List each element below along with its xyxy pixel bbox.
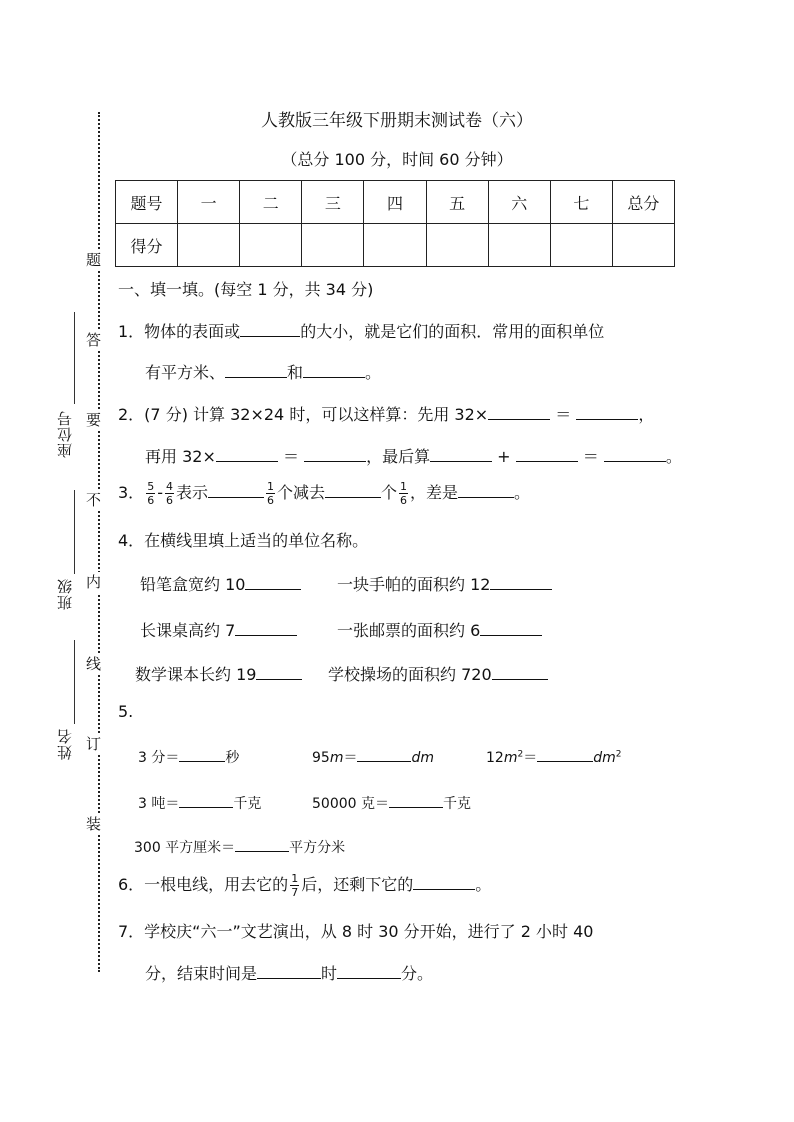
question-2-line-1 <box>118 402 654 425</box>
column-header: 五 <box>426 181 488 224</box>
answer-blank[interactable] <box>303 363 365 378</box>
question-1-line-1 <box>118 319 604 342</box>
answer-blank[interactable] <box>325 483 381 498</box>
paper-title: 人教版三年级下册期末测试卷（六） <box>261 111 533 131</box>
class-label: 班级 <box>56 578 74 610</box>
answer-blank[interactable] <box>240 322 300 337</box>
q5-item: 50000 克＝ 千克 <box>312 793 471 813</box>
q3-text: 个减去 <box>276 483 325 502</box>
answer-blank[interactable] <box>490 575 552 590</box>
q4-item: 学校操场的面积约 720 <box>328 662 548 685</box>
q3-minus: - <box>157 483 163 502</box>
name-line <box>74 640 75 724</box>
q4-item: 长课桌高约 7 <box>140 618 297 641</box>
score-table-header-row <box>116 181 675 224</box>
answer-blank[interactable] <box>337 964 401 979</box>
score-cell[interactable] <box>302 224 364 267</box>
column-header: 三 <box>302 181 364 224</box>
answer-blank[interactable] <box>488 405 550 420</box>
fraction: $\frac{4}{6}$ <box>165 480 173 507</box>
seat-number-label: 座位号 <box>56 410 74 458</box>
column-header: 二 <box>240 181 302 224</box>
q5-item: 3 吨＝ 千克 <box>138 793 261 813</box>
q3-number: 3． <box>118 483 145 502</box>
question-number-header: 题号 <box>116 181 178 224</box>
q4-item: 一块手帕的面积约 12 <box>337 572 552 595</box>
class-line <box>74 490 75 574</box>
answer-blank[interactable] <box>458 483 514 498</box>
score-cell[interactable] <box>426 224 488 267</box>
answer-blank[interactable] <box>304 447 366 462</box>
seal-char-5: 内 <box>86 573 102 591</box>
answer-blank[interactable] <box>245 575 301 590</box>
column-header: 六 <box>488 181 550 224</box>
q3-text: 表示 <box>175 483 208 502</box>
seal-char-6: 线 <box>86 655 102 673</box>
answer-blank[interactable] <box>480 621 542 636</box>
score-cell[interactable] <box>488 224 550 267</box>
answer-blank[interactable] <box>225 363 287 378</box>
q1-text: 有平方米、 <box>145 363 226 382</box>
q5-item: 300 平方厘米＝ 平方分米 <box>134 837 345 857</box>
seat-number-line <box>74 312 75 404</box>
question-6: 6．一根电线，用去它的 $\frac{1}{7}$ 后，还剩下它的 。 <box>118 872 492 899</box>
question-5-number: 5. <box>118 702 134 721</box>
q5-item: $12m^2= dm^2$ <box>486 747 621 767</box>
question-7-line-2: 分，结束时间是 时 分。 <box>145 964 434 983</box>
seal-char-7: 订 <box>86 735 102 753</box>
q2-period: 。 <box>665 447 682 466</box>
q2-eq: ＝ <box>555 405 572 424</box>
answer-blank[interactable] <box>389 793 443 808</box>
answer-blank[interactable] <box>256 665 302 680</box>
score-cell[interactable] <box>550 224 612 267</box>
answer-blank[interactable] <box>492 665 548 680</box>
q1-text: 。 <box>365 363 382 382</box>
question-1-line-2 <box>145 360 381 383</box>
column-header: 四 <box>364 181 426 224</box>
q2-plus: + <box>497 447 511 466</box>
q1-text: 的大小，就是它们的面积．常用的面积单位 <box>300 322 605 341</box>
score-row-header: 得分 <box>116 224 178 267</box>
answer-blank[interactable] <box>413 875 475 890</box>
q3-text: 个 <box>381 483 398 502</box>
q2-eq: ＝ <box>582 447 599 466</box>
score-table-score-row <box>116 224 675 267</box>
q1-text: 1．物体的表面或 <box>118 322 241 341</box>
total-header: 总分 <box>612 181 674 224</box>
q1-text: 和 <box>287 363 304 382</box>
column-header: 七 <box>550 181 612 224</box>
binding-line <box>98 112 100 972</box>
fraction: $\frac{5}{6}$ <box>147 480 155 507</box>
score-cell[interactable] <box>178 224 240 267</box>
section-heading: 一、填一填。(每空 1 分，共 34 分) <box>118 280 374 299</box>
score-cell[interactable] <box>240 224 302 267</box>
column-header: 一 <box>178 181 240 224</box>
name-label: 姓名 <box>56 728 74 760</box>
answer-blank[interactable] <box>257 964 321 979</box>
answer-blank[interactable] <box>235 621 297 636</box>
answer-blank[interactable] <box>179 793 233 808</box>
score-table <box>115 180 675 267</box>
q5-item: 3 分＝ 秒 <box>138 747 239 767</box>
seal-char-3: 要 <box>86 411 102 429</box>
seal-char-4: 不 <box>86 491 102 509</box>
seal-char-8: 装 <box>86 815 102 833</box>
fraction: $\frac{1}{6}$ <box>266 480 274 507</box>
fraction: $\frac{1}{6}$ <box>400 480 408 507</box>
q4-item: 一张邮票的面积约 6 <box>337 618 542 641</box>
question-7-line-1: 7．学校庆“六一”文艺演出，从 8 时 30 分开始，进行了 2 小时 40 <box>118 922 594 941</box>
q4-item: 铅笔盒宽约 10 <box>140 572 301 595</box>
q5-item: 95m＝ dm <box>312 747 434 767</box>
fraction: $\frac{1}{7}$ <box>291 872 299 899</box>
answer-blank[interactable] <box>179 747 225 762</box>
question-4-heading: 4．在横线里填上适当的单位名称。 <box>118 531 369 550</box>
seal-char-2: 答 <box>86 331 102 349</box>
seal-char-1: 题 <box>86 251 102 269</box>
q2-text: 再用 32× <box>145 447 216 466</box>
score-cell[interactable] <box>612 224 674 267</box>
q3-text: ，差是 <box>410 483 459 502</box>
q2-comma: ， <box>638 405 655 424</box>
question-3 <box>118 480 530 506</box>
answer-blank[interactable] <box>357 747 411 762</box>
question-2-line-2 <box>145 444 682 467</box>
answer-blank[interactable] <box>537 747 593 762</box>
q2-text: ，最后算 <box>366 447 431 466</box>
q3-text: 。 <box>514 483 531 502</box>
answer-blank[interactable] <box>604 447 666 462</box>
q2-eq: ＝ <box>282 447 299 466</box>
answer-blank[interactable] <box>516 447 578 462</box>
q4-item: 数学课本长约 19 <box>135 662 302 685</box>
q2-text: 2．(7 分) 计算 32×24 时，可以这样算：先用 32× <box>118 405 489 424</box>
score-cell[interactable] <box>364 224 426 267</box>
answer-blank[interactable] <box>576 405 638 420</box>
answer-blank[interactable] <box>235 837 289 852</box>
paper-subtitle: （总分 100 分，时间 60 分钟） <box>281 150 513 169</box>
answer-blank[interactable] <box>216 447 278 462</box>
answer-blank[interactable] <box>208 483 264 498</box>
answer-blank[interactable] <box>430 447 492 462</box>
